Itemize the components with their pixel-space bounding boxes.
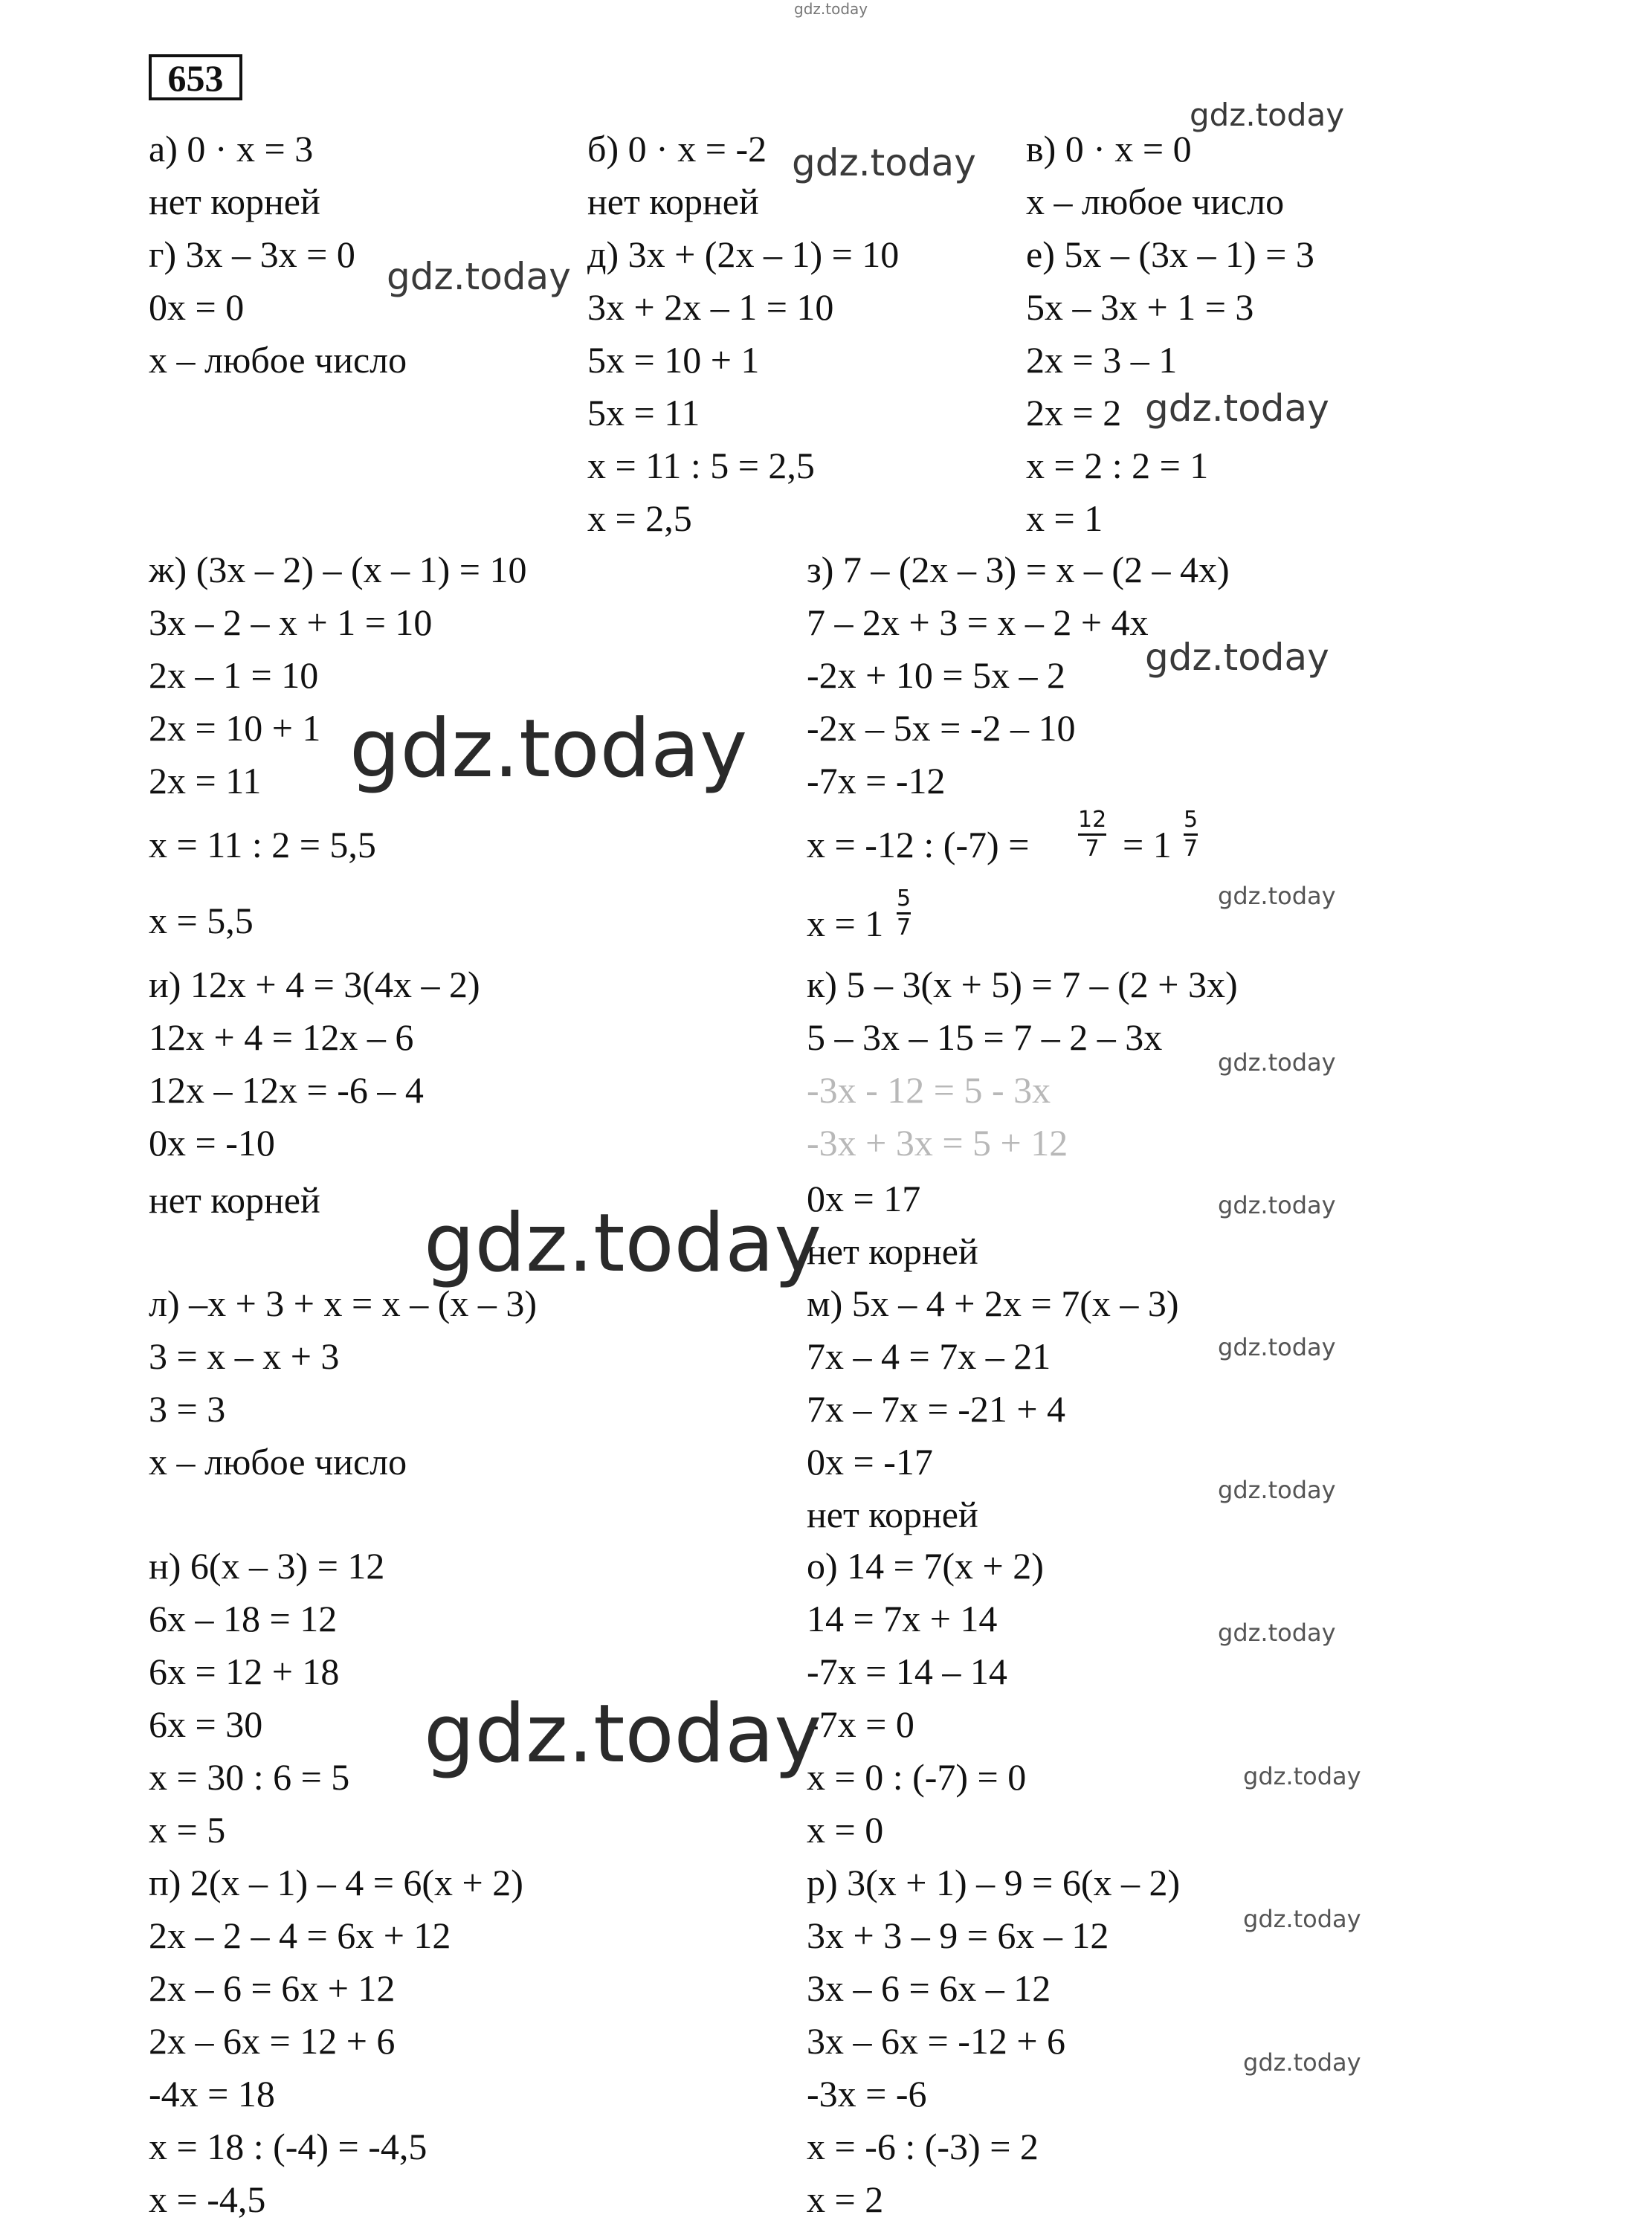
- line-l-1: л) –x + 3 + x = x – (x – 3): [149, 1283, 537, 1324]
- watermark-12: gdz.today: [1218, 1476, 1336, 1504]
- watermark-10: gdz.today: [1218, 1191, 1336, 1219]
- line-d-2: 3x + 2x – 1 = 10: [587, 286, 834, 328]
- line-d-1: д) 3x + (2x – 1) = 10: [587, 233, 900, 275]
- line-n-4: 6x = 30: [149, 1703, 263, 1745]
- line-m-1: м) 5x – 4 + 2x = 7(x – 3): [807, 1283, 1179, 1324]
- fraction-5-7-b-denominator: 7: [897, 915, 911, 941]
- watermark-13: gdz.today: [1218, 1619, 1336, 1647]
- line-k-3: -3x - 12 = 5 - 3x: [807, 1069, 1051, 1111]
- line-d-5: x = 11 : 5 = 2,5: [587, 445, 815, 486]
- line-z-2: 7 – 2x + 3 = x – 2 + 4x: [807, 601, 1149, 643]
- line-l-3: 3 = 3: [149, 1388, 226, 1430]
- line-r-2: 3x + 3 – 9 = 6x – 12: [807, 1915, 1109, 1956]
- line-zh-1: ж) (3x – 2) – (x – 1) = 10: [149, 549, 527, 590]
- line-p-3: 2x – 6 = 6x + 12: [149, 1967, 396, 2009]
- fraction-5-7-a-numerator: 5: [1184, 807, 1198, 833]
- fraction-12-7: [1078, 809, 1106, 860]
- line-i-5: нет корней: [149, 1179, 320, 1221]
- fraction-12-7-numerator: 12: [1078, 807, 1107, 833]
- line-z-1: з) 7 – (2x – 3) = x – (2 – 4x): [807, 549, 1230, 590]
- watermark-11: gdz.today: [1218, 1333, 1336, 1361]
- line-p-2: 2x – 2 – 4 = 6x + 12: [149, 1915, 451, 1956]
- line-a-2: нет корней: [149, 181, 320, 222]
- problem-number: 653: [149, 54, 242, 100]
- line-i-3: 12x – 12x = -6 – 4: [149, 1069, 424, 1111]
- line-m-4: 0x = -17: [807, 1441, 933, 1483]
- fraction-5-7-b-numerator: 5: [897, 886, 911, 912]
- line-o-4: -7x = 0: [807, 1703, 914, 1745]
- line-b-1: б) 0 · x = -2: [587, 128, 767, 170]
- line-e-3: 2x = 3 – 1: [1026, 339, 1178, 381]
- line-zh-6: x = 11 : 2 = 5,5: [149, 824, 376, 865]
- line-r-7: x = 2: [807, 2178, 884, 2220]
- line-g-2: 0x = 0: [149, 286, 245, 328]
- line-m-5: нет корней: [807, 1494, 978, 1535]
- line-b-2: нет корней: [587, 181, 759, 222]
- watermark-17: gdz.today: [1243, 2048, 1361, 2077]
- line-n-5: x = 30 : 6 = 5: [149, 1756, 350, 1798]
- watermark-16: gdz.today: [1243, 1905, 1361, 1933]
- line-o-1: о) 14 = 7(x + 2): [807, 1545, 1044, 1587]
- watermark-2: gdz.today: [792, 141, 976, 184]
- line-zh-7: x = 5,5: [149, 900, 254, 941]
- line-d-6: x = 2,5: [587, 497, 692, 539]
- watermark-7: gdz.today: [1218, 882, 1336, 910]
- line-r-5: -3x = -6: [807, 2073, 927, 2115]
- watermark-1: gdz.today: [1190, 97, 1345, 133]
- line-z-6-mid: = 1: [1123, 824, 1172, 865]
- line-m-3: 7x – 7x = -21 + 4: [807, 1388, 1066, 1430]
- line-zh-3: 2x – 1 = 10: [149, 654, 319, 696]
- watermark-14: gdz.today: [424, 1688, 822, 1781]
- line-v-2: x – любое число: [1026, 181, 1285, 222]
- line-p-5: -4x = 18: [149, 2073, 275, 2115]
- watermark-8: gdz.today: [1218, 1048, 1336, 1077]
- line-z-5: -7x = -12: [807, 760, 946, 801]
- line-d-3: 5x = 10 + 1: [587, 339, 760, 381]
- line-k-2: 5 – 3x – 15 = 7 – 2 – 3x: [807, 1016, 1163, 1058]
- line-p-4: 2x – 6x = 12 + 6: [149, 2020, 396, 2062]
- line-k-4: -3x + 3x = 5 + 12: [807, 1122, 1068, 1164]
- line-e-6: x = 1: [1026, 497, 1103, 539]
- watermark-15: gdz.today: [1243, 1762, 1361, 1790]
- line-zh-4: 2x = 10 + 1: [149, 707, 321, 749]
- fraction-12-7-denominator: 7: [1085, 836, 1100, 862]
- line-e-1: е) 5x – (3x – 1) = 3: [1026, 233, 1314, 275]
- line-n-2: 6x – 18 = 12: [149, 1598, 338, 1639]
- line-o-3: -7x = 14 – 14: [807, 1651, 1007, 1692]
- line-zh-2: 3x – 2 – x + 1 = 10: [149, 601, 433, 643]
- line-v-1: в) 0 · x = 0: [1026, 128, 1192, 170]
- line-d-4: 5x = 11: [587, 392, 700, 433]
- line-z-6-prefix: x = -12 : (-7) =: [807, 824, 1030, 865]
- line-g-3: x – любое число: [149, 339, 407, 381]
- fraction-5-7-a: [1184, 809, 1198, 860]
- line-g-1: г) 3x – 3x = 0: [149, 233, 355, 275]
- line-a-1: а) 0 · x = 3: [149, 128, 314, 170]
- line-i-1: и) 12x + 4 = 3(4x – 2): [149, 964, 480, 1005]
- line-p-6: x = 18 : (-4) = -4,5: [149, 2126, 427, 2167]
- line-l-4: x – любое число: [149, 1441, 407, 1483]
- line-r-4: 3x – 6x = -12 + 6: [807, 2020, 1066, 2062]
- line-m-2: 7x – 4 = 7x – 21: [807, 1335, 1051, 1377]
- watermark-4: gdz.today: [1145, 387, 1329, 430]
- line-k-5: 0x = 17: [807, 1178, 921, 1219]
- line-o-2: 14 = 7x + 14: [807, 1598, 998, 1639]
- line-k-1: к) 5 – 3(x + 5) = 7 – (2 + 3x): [807, 964, 1238, 1005]
- watermark-9: gdz.today: [424, 1197, 822, 1290]
- line-n-6: x = 5: [149, 1809, 226, 1851]
- line-e-4: 2x = 2: [1026, 392, 1122, 433]
- line-e-2: 5x – 3x + 1 = 3: [1026, 286, 1254, 328]
- line-r-6: x = -6 : (-3) = 2: [807, 2126, 1039, 2167]
- line-z-7-prefix: x = 1: [807, 903, 884, 944]
- watermark-6: gdz.today: [349, 703, 748, 796]
- line-z-4: -2x – 5x = -2 – 10: [807, 707, 1076, 749]
- line-i-2: 12x + 4 = 12x – 6: [149, 1016, 414, 1058]
- line-zh-5: 2x = 11: [149, 760, 262, 801]
- watermark-top: gdz.today: [794, 0, 868, 18]
- watermark-3: gdz.today: [387, 255, 571, 298]
- fraction-5-7-b: [897, 888, 911, 939]
- line-p-7: x = -4,5: [149, 2178, 266, 2220]
- line-e-5: x = 2 : 2 = 1: [1026, 445, 1209, 486]
- line-n-1: н) 6(x – 3) = 12: [149, 1545, 385, 1587]
- line-o-6: x = 0: [807, 1809, 884, 1851]
- watermark-5: gdz.today: [1145, 636, 1329, 679]
- line-p-1: п) 2(x – 1) – 4 = 6(x + 2): [149, 1862, 523, 1903]
- line-z-3: -2x + 10 = 5x – 2: [807, 654, 1066, 696]
- line-r-1: р) 3(x + 1) – 9 = 6(x – 2): [807, 1862, 1181, 1903]
- line-l-2: 3 = x – x + 3: [149, 1335, 340, 1377]
- line-k-6: нет корней: [807, 1230, 978, 1272]
- line-n-3: 6x = 12 + 18: [149, 1651, 340, 1692]
- line-o-5: x = 0 : (-7) = 0: [807, 1756, 1027, 1798]
- line-i-4: 0x = -10: [149, 1122, 275, 1164]
- fraction-5-7-a-denominator: 7: [1184, 836, 1198, 862]
- line-r-3: 3x – 6 = 6x – 12: [807, 1967, 1051, 2009]
